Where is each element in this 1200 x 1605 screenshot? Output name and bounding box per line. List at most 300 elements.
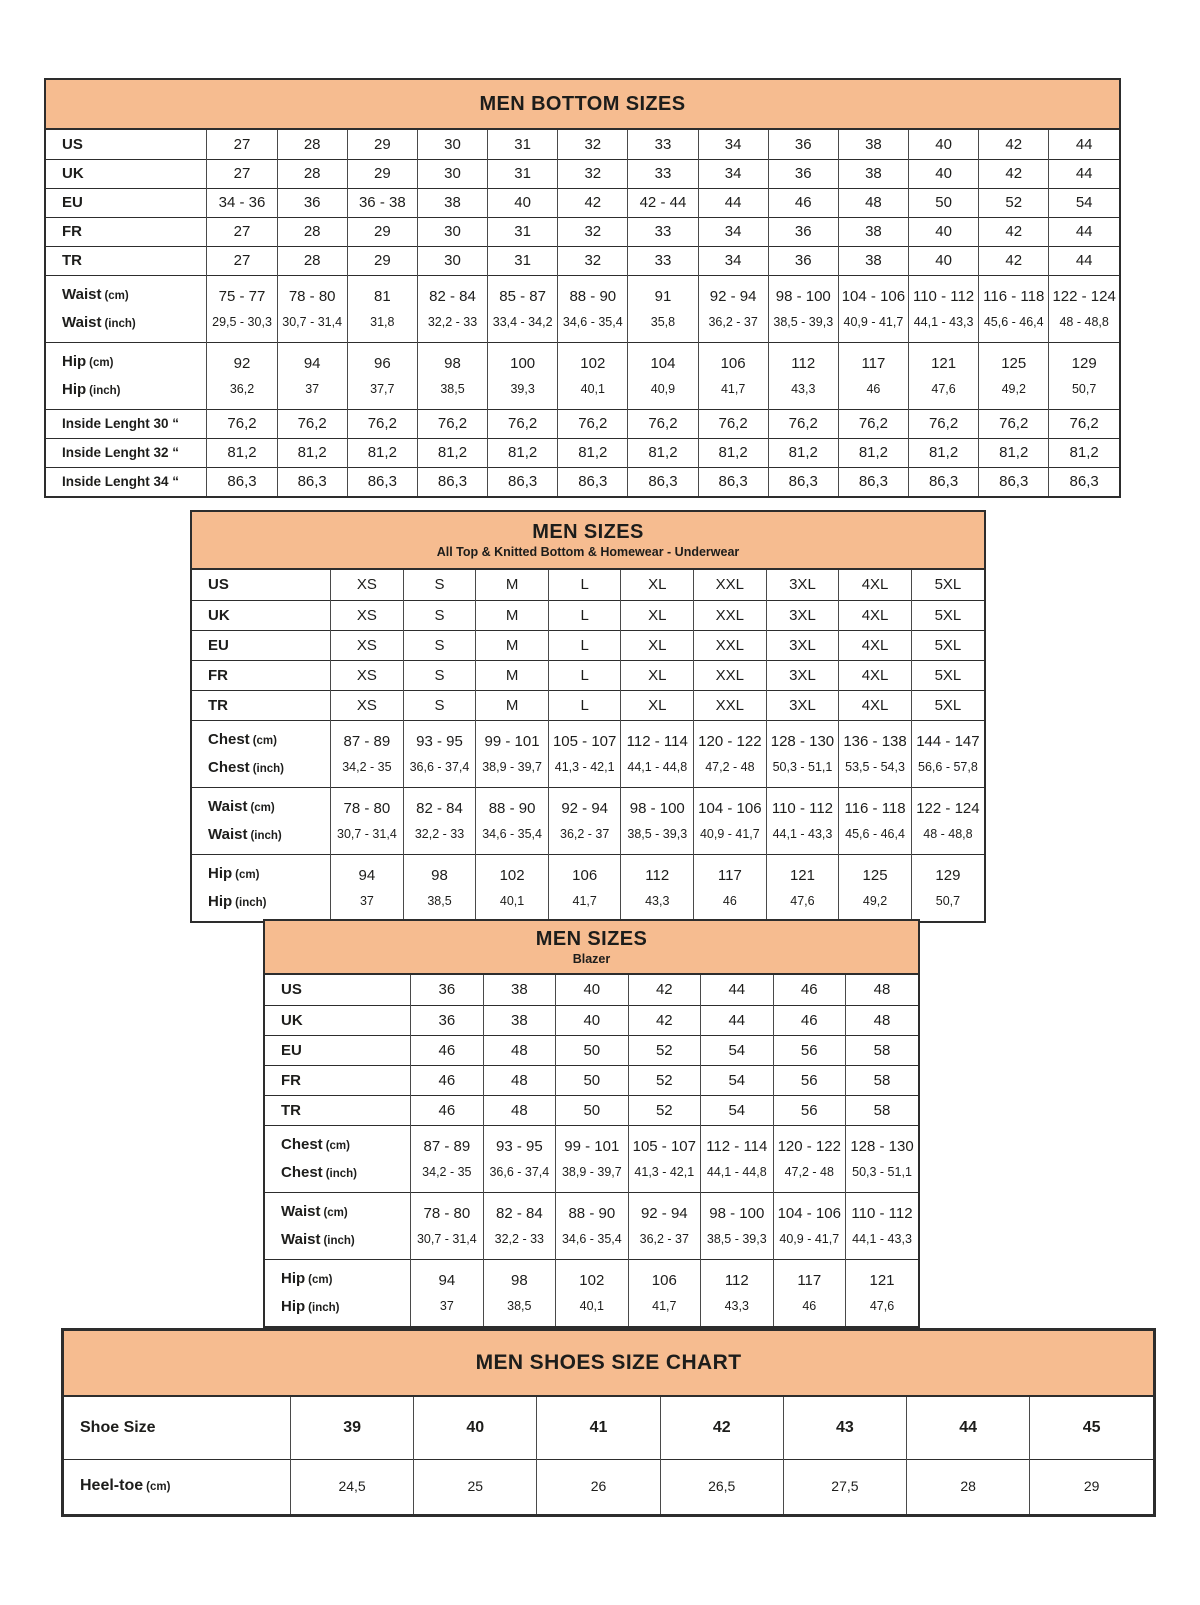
row-label xyxy=(46,438,207,467)
row-label-text: EU xyxy=(281,1041,302,1059)
size-cell xyxy=(628,1065,700,1095)
size-cell xyxy=(417,246,487,275)
size-cell xyxy=(911,600,984,630)
size-value: 38 xyxy=(510,1011,528,1029)
size-value: 81,2 xyxy=(578,444,608,461)
size-value: 29 xyxy=(373,165,391,182)
table-row xyxy=(46,188,1119,217)
size-cell xyxy=(846,975,918,1005)
size-value: 56 xyxy=(800,1071,818,1089)
size-cell xyxy=(768,130,838,159)
size-value: 5XL xyxy=(934,696,962,714)
size-value: 48 xyxy=(873,981,891,999)
size-value: 36,6 - 37,4 xyxy=(489,1164,550,1179)
size-value: 37 xyxy=(359,893,374,908)
size-value: 34 - 36 xyxy=(218,194,266,211)
size-value: 36,6 - 37,4 xyxy=(409,759,470,774)
row-label-text: Hip xyxy=(62,380,87,398)
size-cell xyxy=(909,438,979,467)
row-label-text: Waist xyxy=(281,1230,321,1248)
size-cell xyxy=(277,467,347,496)
row-label-text: Inside Lenght 34 “ xyxy=(62,474,180,490)
size-value: 45,6 - 46,4 xyxy=(845,826,905,841)
size-cell xyxy=(537,1459,660,1514)
size-cell xyxy=(1049,467,1119,496)
size-value: 121 xyxy=(789,866,815,884)
size-cell xyxy=(548,660,621,690)
table-row xyxy=(192,600,984,630)
row-label xyxy=(46,275,207,342)
size-value: S xyxy=(434,606,445,624)
size-value: 41 xyxy=(589,1419,608,1437)
size-value: 38 xyxy=(444,194,461,211)
size-value: 50,3 - 51,1 xyxy=(772,759,833,774)
size-cell xyxy=(838,217,908,246)
size-value: 36,2 xyxy=(229,381,255,396)
table-row xyxy=(192,720,984,787)
size-value: 81,2 xyxy=(788,444,818,461)
size-value: 28 xyxy=(303,252,321,269)
row-label-unit: (inch) xyxy=(325,1167,357,1180)
size-value: 46 xyxy=(438,1041,456,1059)
size-value: 76,2 xyxy=(788,415,818,432)
size-value: 81,2 xyxy=(718,444,748,461)
row-label-unit: (cm) xyxy=(146,1481,171,1494)
size-cell xyxy=(1030,1397,1153,1459)
size-value: 50,7 xyxy=(935,893,961,908)
size-cell xyxy=(628,409,698,438)
size-value: 36 - 38 xyxy=(358,194,406,211)
size-value: 32 xyxy=(584,223,602,240)
size-value: 38 xyxy=(865,165,882,182)
size-cell xyxy=(766,630,839,660)
size-cell xyxy=(556,1005,628,1035)
size-cell xyxy=(1049,438,1119,467)
size-value: M xyxy=(505,606,519,624)
size-cell xyxy=(488,467,558,496)
size-cell xyxy=(909,246,979,275)
size-cell xyxy=(766,787,839,854)
size-value: 40,1 xyxy=(579,1298,604,1313)
size-cell xyxy=(207,130,277,159)
size-value: 33 xyxy=(654,223,672,240)
size-cell xyxy=(558,159,628,188)
size-value: 94 xyxy=(438,1271,456,1289)
size-value: 106 xyxy=(651,1271,677,1289)
size-value: 48 xyxy=(510,1071,528,1089)
size-cell xyxy=(558,130,628,159)
men-bottom-sizes-table xyxy=(44,78,1121,498)
size-value: 42 xyxy=(1005,135,1023,153)
size-cell xyxy=(768,159,838,188)
size-value: 48 xyxy=(510,1041,528,1059)
size-value: 104 - 106 xyxy=(841,287,906,305)
size-cell xyxy=(839,660,912,690)
size-cell xyxy=(548,854,621,921)
size-value: M xyxy=(505,576,519,594)
size-cell xyxy=(417,188,487,217)
size-cell xyxy=(846,1259,918,1326)
size-value: 41,7 xyxy=(652,1298,677,1313)
size-value: L xyxy=(580,576,589,594)
size-cell xyxy=(701,1065,773,1095)
size-value: 40,9 - 41,7 xyxy=(843,314,904,329)
size-cell xyxy=(909,342,979,409)
row-label-text: FR xyxy=(62,223,82,240)
size-cell xyxy=(403,570,476,600)
size-cell xyxy=(911,854,984,921)
table-row xyxy=(46,409,1119,438)
row-label-unit: (cm) xyxy=(252,734,277,747)
row-label xyxy=(46,342,207,409)
size-value: 81 xyxy=(373,287,391,305)
table-header xyxy=(192,512,984,570)
size-value: 36 xyxy=(794,165,812,182)
size-cell xyxy=(558,275,628,342)
size-value: 81,2 xyxy=(999,444,1029,461)
size-value: 29 xyxy=(373,252,391,269)
size-cell xyxy=(628,975,700,1005)
size-value: 94 xyxy=(358,866,376,884)
row-label-text: Shoe Size xyxy=(80,1419,156,1437)
size-cell xyxy=(411,1005,483,1035)
row-label-text: Waist xyxy=(208,797,248,815)
size-cell xyxy=(839,690,912,720)
size-cell xyxy=(773,1065,845,1095)
size-value: XL xyxy=(648,696,667,714)
size-cell xyxy=(701,1005,773,1035)
size-value: 42 xyxy=(1005,165,1023,182)
size-cell xyxy=(277,342,347,409)
size-value: 30 xyxy=(444,223,461,240)
size-value: 32 xyxy=(584,252,602,269)
size-value: 36 xyxy=(794,135,812,153)
table-row xyxy=(265,975,918,1005)
table-row xyxy=(265,1005,918,1035)
table-header xyxy=(64,1331,1153,1397)
size-value: XXL xyxy=(715,666,745,684)
row-label-text: TR xyxy=(62,252,82,269)
size-value: 4XL xyxy=(861,606,889,624)
size-cell xyxy=(417,438,487,467)
size-value: 52 xyxy=(655,1071,673,1089)
size-cell xyxy=(911,570,984,600)
size-value: 110 - 112 xyxy=(771,799,834,817)
size-cell xyxy=(909,159,979,188)
size-value: 40 xyxy=(514,194,531,211)
size-cell xyxy=(838,159,908,188)
size-cell xyxy=(628,438,698,467)
size-cell xyxy=(911,690,984,720)
size-cell xyxy=(331,630,404,660)
size-value: 4XL xyxy=(861,576,889,594)
size-value: 35,8 xyxy=(650,314,676,329)
men-blazer-sizes-table xyxy=(263,919,920,1328)
size-value: M xyxy=(505,636,519,654)
size-cell xyxy=(277,438,347,467)
size-value: 43,3 xyxy=(724,1298,749,1313)
size-cell xyxy=(979,217,1049,246)
size-value: 104 - 106 xyxy=(698,799,762,817)
size-value: 40 xyxy=(935,135,952,153)
size-cell xyxy=(558,188,628,217)
size-cell xyxy=(698,217,768,246)
size-cell xyxy=(556,1125,628,1192)
size-value: 31 xyxy=(514,252,531,269)
table-title: MEN SIZES xyxy=(535,928,648,950)
size-value: 39,3 xyxy=(510,381,535,396)
row-label xyxy=(46,409,207,438)
size-cell xyxy=(476,570,549,600)
size-cell xyxy=(347,438,417,467)
size-cell xyxy=(556,1259,628,1326)
size-cell xyxy=(488,342,558,409)
size-value: 78 - 80 xyxy=(288,287,336,305)
size-cell xyxy=(773,1095,845,1125)
size-cell xyxy=(839,630,912,660)
size-value: 43,3 xyxy=(645,893,670,908)
size-value: 86,3 xyxy=(297,473,327,491)
size-value: XS xyxy=(356,576,377,594)
size-cell xyxy=(773,1005,845,1035)
size-cell xyxy=(488,130,558,159)
size-cell xyxy=(783,1459,906,1514)
size-value: XL xyxy=(648,636,667,654)
size-value: 87 - 89 xyxy=(423,1137,471,1155)
size-cell xyxy=(488,275,558,342)
size-value: 46 xyxy=(800,981,818,999)
size-cell xyxy=(558,409,628,438)
size-value: 26,5 xyxy=(708,1478,736,1495)
size-cell xyxy=(411,1035,483,1065)
size-cell xyxy=(331,600,404,630)
size-value: 98 - 100 xyxy=(629,799,685,817)
size-value: 93 - 95 xyxy=(416,732,463,750)
size-value: 3XL xyxy=(789,696,816,714)
size-value: 56,6 - 57,8 xyxy=(918,759,978,774)
size-value: 47,2 - 48 xyxy=(705,759,755,774)
table-row xyxy=(46,342,1119,409)
size-cell xyxy=(846,1125,918,1192)
size-value: 38,5 xyxy=(440,381,465,396)
size-value: 56 xyxy=(800,1041,818,1059)
size-value: 98 - 100 xyxy=(709,1204,765,1222)
size-value: 41,3 - 42,1 xyxy=(634,1164,695,1179)
size-cell xyxy=(838,188,908,217)
size-cell xyxy=(331,570,404,600)
size-value: 50,7 xyxy=(1071,381,1097,396)
size-value: 86,3 xyxy=(367,473,397,491)
size-value: 32 xyxy=(584,165,602,182)
size-value: 34 xyxy=(724,252,742,269)
size-cell xyxy=(1049,409,1119,438)
row-label-text: UK xyxy=(281,1011,303,1029)
size-cell xyxy=(277,159,347,188)
size-cell xyxy=(476,720,549,787)
size-value: 120 - 122 xyxy=(777,1137,841,1155)
table-row xyxy=(265,1259,918,1326)
size-value: 49,2 xyxy=(1001,381,1026,396)
size-cell xyxy=(694,660,767,690)
size-value: 41,3 - 42,1 xyxy=(554,759,615,774)
row-label xyxy=(46,188,207,217)
size-value: L xyxy=(580,636,589,654)
size-value: 5XL xyxy=(934,606,962,624)
size-value: 44 xyxy=(1075,135,1093,153)
size-value: 81,2 xyxy=(297,444,327,461)
size-cell xyxy=(839,570,912,600)
size-value: 50 xyxy=(583,1101,601,1119)
size-value: 37 xyxy=(439,1298,454,1313)
size-cell xyxy=(556,1035,628,1065)
size-cell xyxy=(488,159,558,188)
size-value: 34,6 - 35,4 xyxy=(562,314,623,329)
size-cell xyxy=(347,467,417,496)
size-cell xyxy=(979,130,1049,159)
size-value: 39 xyxy=(343,1419,361,1437)
size-value: 31 xyxy=(514,165,531,182)
size-value: 92 - 94 xyxy=(561,799,609,817)
size-value: 42 xyxy=(655,1011,673,1029)
size-value: 26 xyxy=(590,1478,607,1495)
size-value: 136 - 138 xyxy=(843,732,907,750)
size-cell xyxy=(768,342,838,409)
size-value: 100 xyxy=(510,354,536,372)
size-value: 87 - 89 xyxy=(343,732,391,750)
size-cell xyxy=(411,1125,483,1192)
size-value: S xyxy=(434,576,445,594)
row-label-text: US xyxy=(208,576,229,594)
size-value: L xyxy=(580,696,589,714)
row-label-text: US xyxy=(62,135,83,153)
size-value: 46 xyxy=(800,1011,818,1029)
table-row xyxy=(46,217,1119,246)
row-label-text: UK xyxy=(208,606,230,624)
size-value: 98 - 100 xyxy=(775,287,831,305)
table-subtitle: All Top & Knitted Bottom & Homewear - Underwear xyxy=(436,545,740,559)
size-value: 46 xyxy=(866,381,881,396)
size-value: 3XL xyxy=(789,606,816,624)
size-cell xyxy=(411,1259,483,1326)
size-value: 106 xyxy=(572,866,598,884)
size-value: 50 xyxy=(583,1041,601,1059)
row-label-text: Chest xyxy=(208,730,250,748)
size-value: 44 xyxy=(959,1419,978,1437)
size-value: XXL xyxy=(715,576,745,594)
size-value: 28 xyxy=(303,135,321,153)
men-shoes-size-chart-table xyxy=(61,1328,1156,1517)
row-label-unit: (cm) xyxy=(323,1206,348,1219)
size-value: 102 xyxy=(579,1271,605,1289)
row-label xyxy=(192,787,331,854)
size-value: 86,3 xyxy=(858,473,889,491)
size-value: 40 xyxy=(935,223,952,240)
size-cell xyxy=(907,1397,1030,1459)
size-value: 44 xyxy=(728,981,746,999)
size-cell xyxy=(488,246,558,275)
size-cell xyxy=(556,975,628,1005)
size-value: 4XL xyxy=(861,696,889,714)
row-label-unit: (cm) xyxy=(89,356,114,369)
size-cell xyxy=(628,1192,700,1259)
size-cell xyxy=(909,188,979,217)
size-value: 5XL xyxy=(934,636,962,654)
size-value: 42 xyxy=(712,1419,731,1437)
size-cell xyxy=(846,1035,918,1065)
size-cell xyxy=(417,275,487,342)
size-value: 98 xyxy=(431,866,448,884)
size-value: 125 xyxy=(862,866,888,884)
row-label-text: Hip xyxy=(281,1269,306,1287)
size-cell xyxy=(403,660,476,690)
size-cell xyxy=(909,217,979,246)
size-value: 78 - 80 xyxy=(423,1204,471,1222)
size-value: 121 xyxy=(869,1271,895,1289)
row-label xyxy=(192,720,331,787)
size-cell xyxy=(783,1397,906,1459)
size-cell xyxy=(411,975,483,1005)
size-cell xyxy=(347,342,417,409)
size-value: 52 xyxy=(1005,194,1023,211)
size-value: 42 xyxy=(1005,252,1023,269)
size-cell xyxy=(694,854,767,921)
size-value: 27 xyxy=(233,223,251,240)
size-value: 38 xyxy=(510,981,528,999)
size-cell xyxy=(1049,246,1119,275)
size-cell xyxy=(347,275,417,342)
row-label-text: Hip xyxy=(62,352,87,370)
size-value: 86,3 xyxy=(718,473,748,491)
size-cell xyxy=(558,217,628,246)
size-value: 3XL xyxy=(789,666,816,684)
size-value: 33 xyxy=(654,165,672,182)
size-cell xyxy=(909,275,979,342)
row-label-unit: (inch) xyxy=(323,1234,355,1247)
size-cell xyxy=(403,690,476,720)
row-label-text: US xyxy=(281,981,302,999)
size-value: 54 xyxy=(728,1071,746,1089)
size-value: 76,2 xyxy=(648,415,678,432)
size-cell xyxy=(331,720,404,787)
size-value: 98 xyxy=(444,354,461,372)
size-cell xyxy=(558,438,628,467)
size-value: 44 xyxy=(1075,252,1093,269)
size-cell xyxy=(207,342,277,409)
size-value: 3XL xyxy=(789,576,816,594)
size-cell xyxy=(488,409,558,438)
size-cell xyxy=(979,467,1049,496)
size-cell xyxy=(979,159,1049,188)
size-value: 93 - 95 xyxy=(495,1137,543,1155)
size-value: L xyxy=(580,666,589,684)
size-value: 31,8 xyxy=(370,314,395,329)
size-cell xyxy=(483,1065,555,1095)
size-cell xyxy=(701,975,773,1005)
row-label-text: Chest xyxy=(281,1163,323,1181)
size-cell xyxy=(846,1095,918,1125)
size-value: 33,4 - 34,2 xyxy=(492,314,553,329)
size-value: 27 xyxy=(233,252,251,269)
row-label-unit: (cm) xyxy=(308,1273,333,1286)
size-value: 44 xyxy=(1075,165,1093,182)
table-header xyxy=(46,80,1119,130)
size-value: 38 xyxy=(865,223,882,240)
row-label-text: UK xyxy=(62,165,84,182)
table-header xyxy=(265,921,918,975)
row-label-text: Waist xyxy=(62,313,102,331)
size-cell xyxy=(838,467,908,496)
size-value: 45,6 - 46,4 xyxy=(983,314,1044,329)
